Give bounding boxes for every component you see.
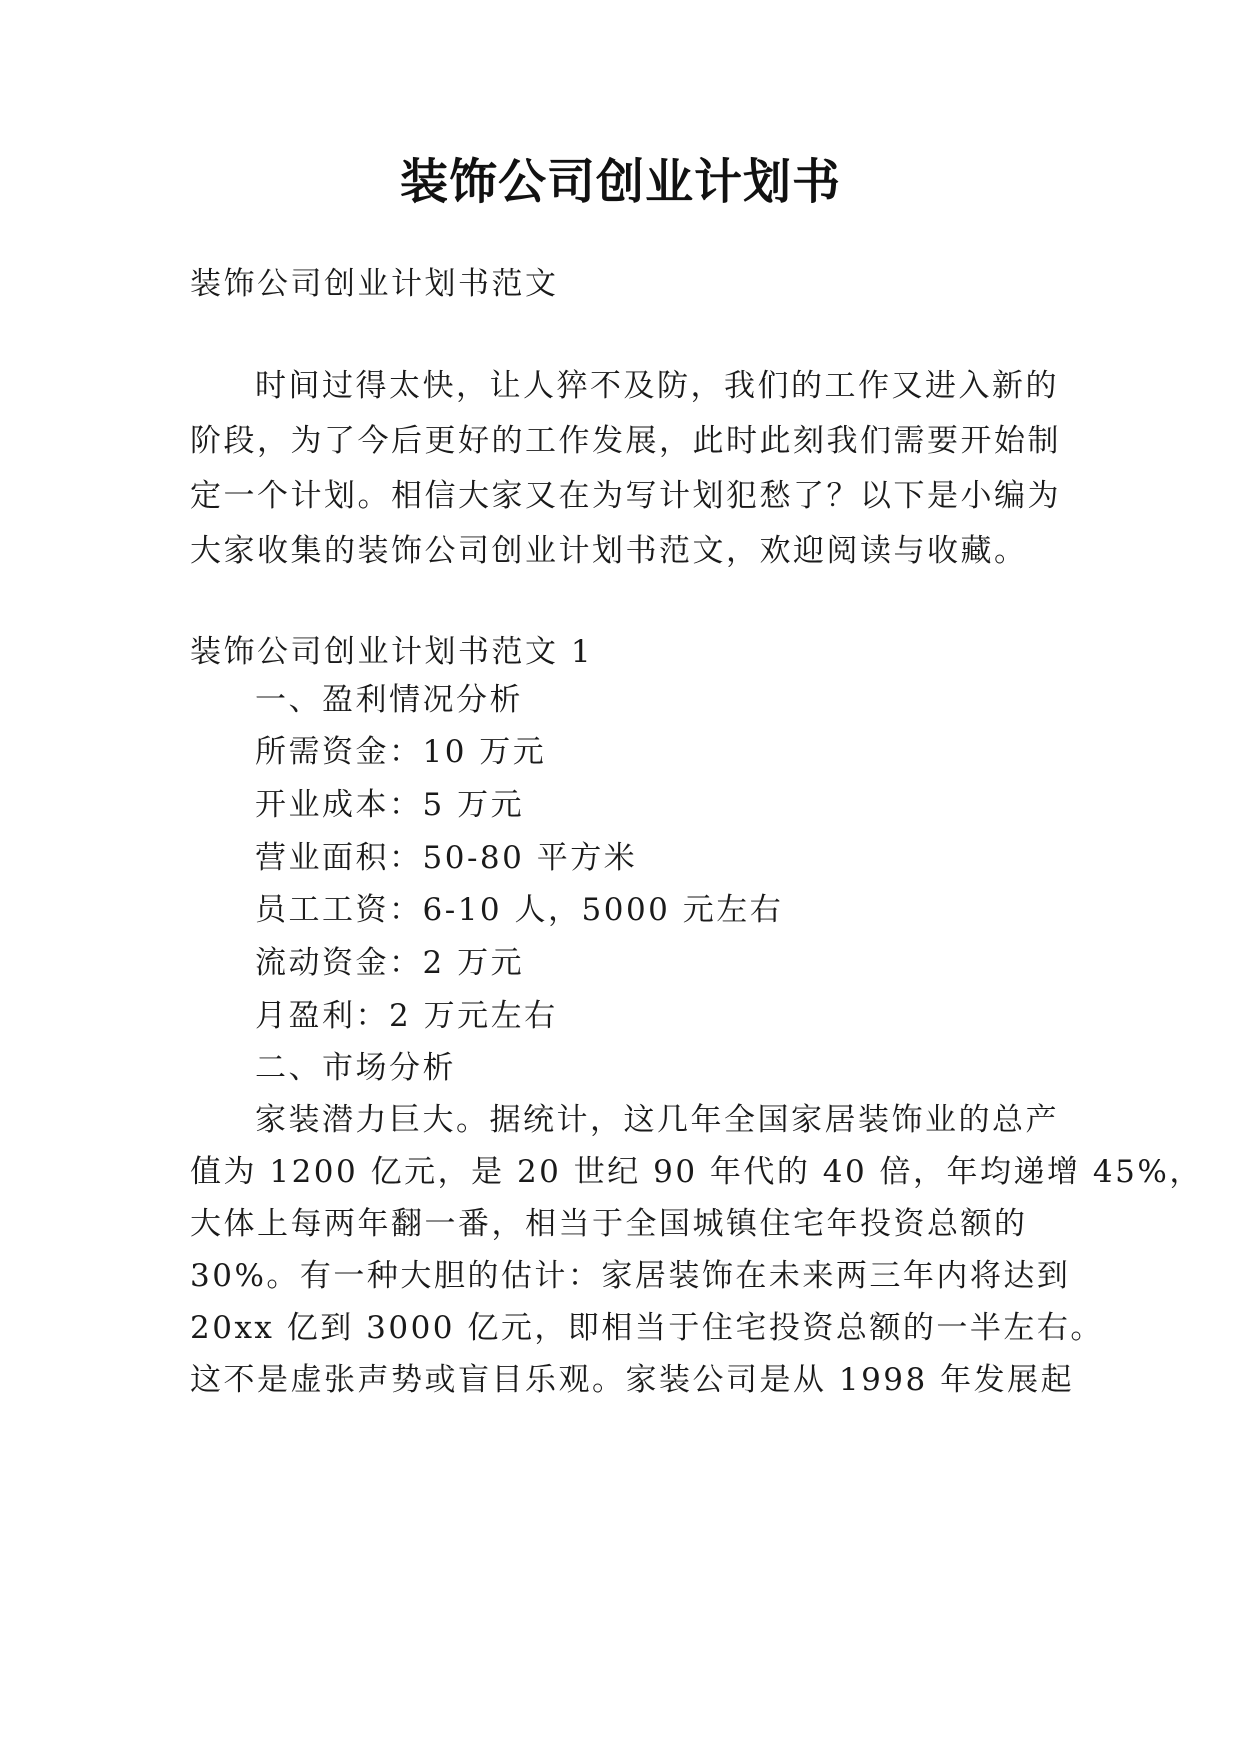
section-heading: 装饰公司创业计划书范文 1: [190, 634, 594, 670]
market-heading: 二、市场分析: [255, 1050, 456, 1086]
intro-line: 时间过得太快，让人猝不及防，我们的工作又进入新的: [255, 368, 1059, 404]
profit-item: 月盈利：2 万元左右: [255, 998, 558, 1034]
document-title: 装饰公司创业计划书: [399, 154, 841, 210]
profit-item: 营业面积：50-80 平方米: [255, 840, 638, 876]
market-line: 大体上每两年翻一番，相当于全国城镇住宅年投资总额的: [190, 1206, 1028, 1242]
profit-item: 开业成本：5 万元: [255, 787, 525, 823]
document-subtitle: 装饰公司创业计划书范文: [190, 266, 559, 302]
profit-item: 所需资金：10 万元: [255, 734, 547, 770]
profit-heading: 一、盈利情况分析: [255, 682, 523, 718]
profit-item: 流动资金：2 万元: [255, 945, 525, 981]
market-line: 30%。有一种大胆的估计：家居装饰在未来两三年内将达到: [190, 1258, 1071, 1294]
intro-line: 阶段，为了今后更好的工作发展，此时此刻我们需要开始制: [190, 423, 1061, 459]
market-line: 值为 1200 亿元，是 20 世纪 90 年代的 40 倍，年均递增 45%，: [190, 1154, 1203, 1190]
market-line: 家装潜力巨大。据统计，这几年全国家居装饰业的总产: [255, 1102, 1059, 1138]
intro-line: 大家收集的装饰公司创业计划书范文，欢迎阅读与收藏。: [190, 533, 1028, 569]
market-line: 20xx 亿到 3000 亿元，即相当于住宅投资总额的一半左右。: [190, 1310, 1104, 1346]
profit-item: 员工工资：6-10 人，5000 元左右: [255, 892, 784, 928]
market-line: 这不是虚张声势或盲目乐观。家装公司是从 1998 年发展起: [190, 1362, 1075, 1398]
intro-line: 定一个计划。相信大家又在为写计划犯愁了？以下是小编为: [190, 478, 1061, 514]
